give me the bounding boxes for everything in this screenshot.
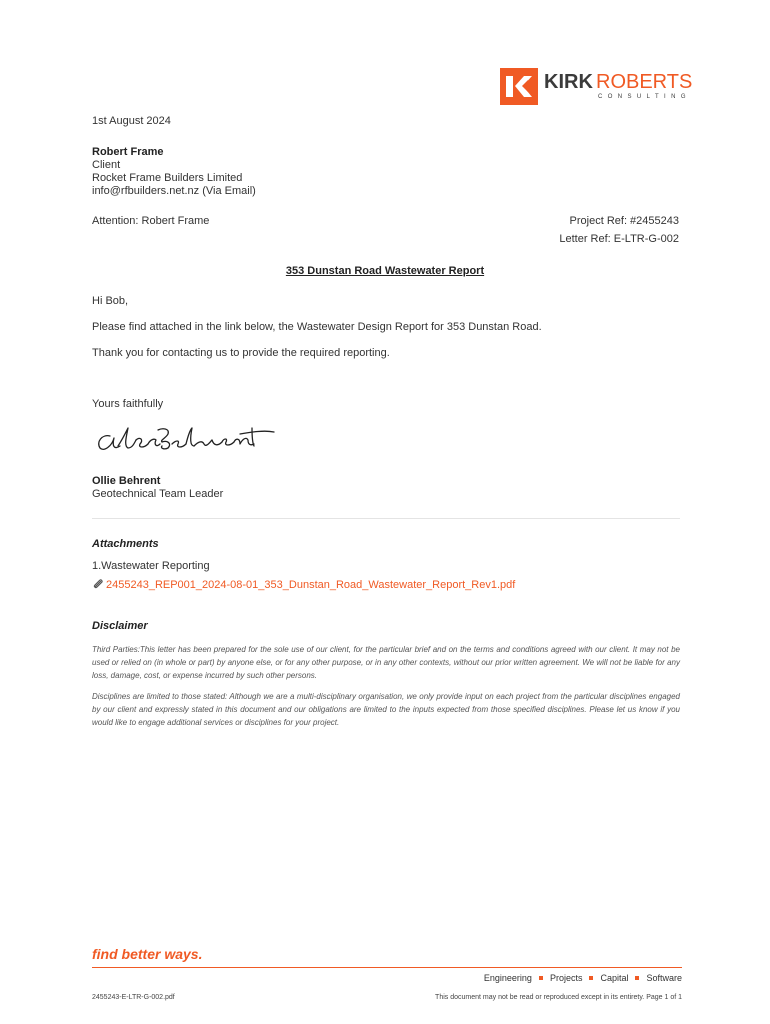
recipient-role: Client bbox=[92, 159, 121, 171]
attention-line: Attention: Robert Frame bbox=[92, 215, 210, 227]
closing: Yours faithfully bbox=[92, 398, 164, 410]
signer-name: Ollie Behrent bbox=[92, 475, 161, 487]
signature-image bbox=[92, 418, 282, 458]
body-paragraph-2: Thank you for contacting us to provide the required reporting. bbox=[92, 347, 390, 359]
footer-services bbox=[484, 973, 682, 983]
company-logo bbox=[500, 68, 693, 108]
footer-notice: This document may not be read or reproduced except in its entirety. Page 1 of 1 bbox=[435, 994, 682, 1001]
letter-ref: Letter Ref: E-LTR-G-002 bbox=[559, 233, 679, 245]
logo-mark-icon bbox=[500, 68, 538, 105]
signer-title: Geotechnical Team Leader bbox=[92, 488, 224, 500]
disclaimer-paragraph-2: Disciplines are limited to those stated: Although we are a multi-disciplinary organisation, we only provide input on each project from the particular disciplines engaged by our client and expressly stated in this document and our obligations are limited to the inputs expected from those specified disciplines. Please let us know if you would like to engage additional services or disciplines for your project. bbox=[92, 692, 680, 727]
service-capital: Capital bbox=[600, 973, 629, 983]
greeting: Hi Bob, bbox=[92, 295, 129, 307]
disclaimer-heading: Disclaimer bbox=[92, 620, 148, 632]
recipient-name: Robert Frame bbox=[92, 146, 164, 158]
service-software: Software bbox=[646, 973, 682, 983]
footer-filename: 2455243-E-LTR-G-002.pdf bbox=[92, 994, 175, 1001]
letter-date: 1st August 2024 bbox=[92, 115, 171, 127]
attachment-link-row[interactable] bbox=[92, 578, 515, 594]
logo-word-roberts: ROBERTS bbox=[596, 71, 693, 93]
recipient-email: info@rfbuilders.net.nz (Via Email) bbox=[92, 185, 256, 197]
attachment-item-label: 1.Wastewater Reporting bbox=[92, 560, 210, 572]
bullet-square-icon bbox=[635, 976, 639, 980]
section-divider bbox=[92, 518, 680, 519]
footer-tagline: find better ways. bbox=[92, 946, 203, 962]
body-paragraph-1: Please find attached in the link below, the Wastewater Design Report for 353 Dunstan Road. bbox=[92, 321, 542, 333]
disclaimer-paragraph-1: Third Parties:This letter has been prepared for the sole use of our client, for the particular brief and on the terms and conditions agreed with our client. It may not be used or relied on (in whole or part) by anyone else, or for any other purpose, or in any other contexts, without our prior written agreement. We will not be liable for any loss, damage, cost, or expense incurred by such other persons. bbox=[92, 645, 680, 680]
letter-title: 353 Dunstan Road Wastewater Report bbox=[285, 265, 485, 277]
bullet-square-icon bbox=[539, 976, 543, 980]
footer-rule bbox=[92, 967, 682, 968]
logo-word-kirk: KIRK bbox=[544, 71, 593, 93]
attachments-heading: Attachments bbox=[92, 538, 159, 550]
project-ref: Project Ref: #2455243 bbox=[569, 215, 679, 227]
attachment-file-link[interactable]: 2455243_REP001_2024-08-01_353_Dunstan_Road_Wastewater_Report_Rev1.pdf bbox=[106, 579, 516, 591]
service-engineering: Engineering bbox=[483, 973, 532, 983]
paperclip-icon bbox=[92, 578, 106, 594]
service-projects: Projects bbox=[549, 973, 583, 983]
bullet-square-icon bbox=[589, 976, 593, 980]
logo-word-consulting: CONSULTING bbox=[598, 94, 691, 100]
recipient-company: Rocket Frame Builders Limited bbox=[92, 172, 243, 184]
